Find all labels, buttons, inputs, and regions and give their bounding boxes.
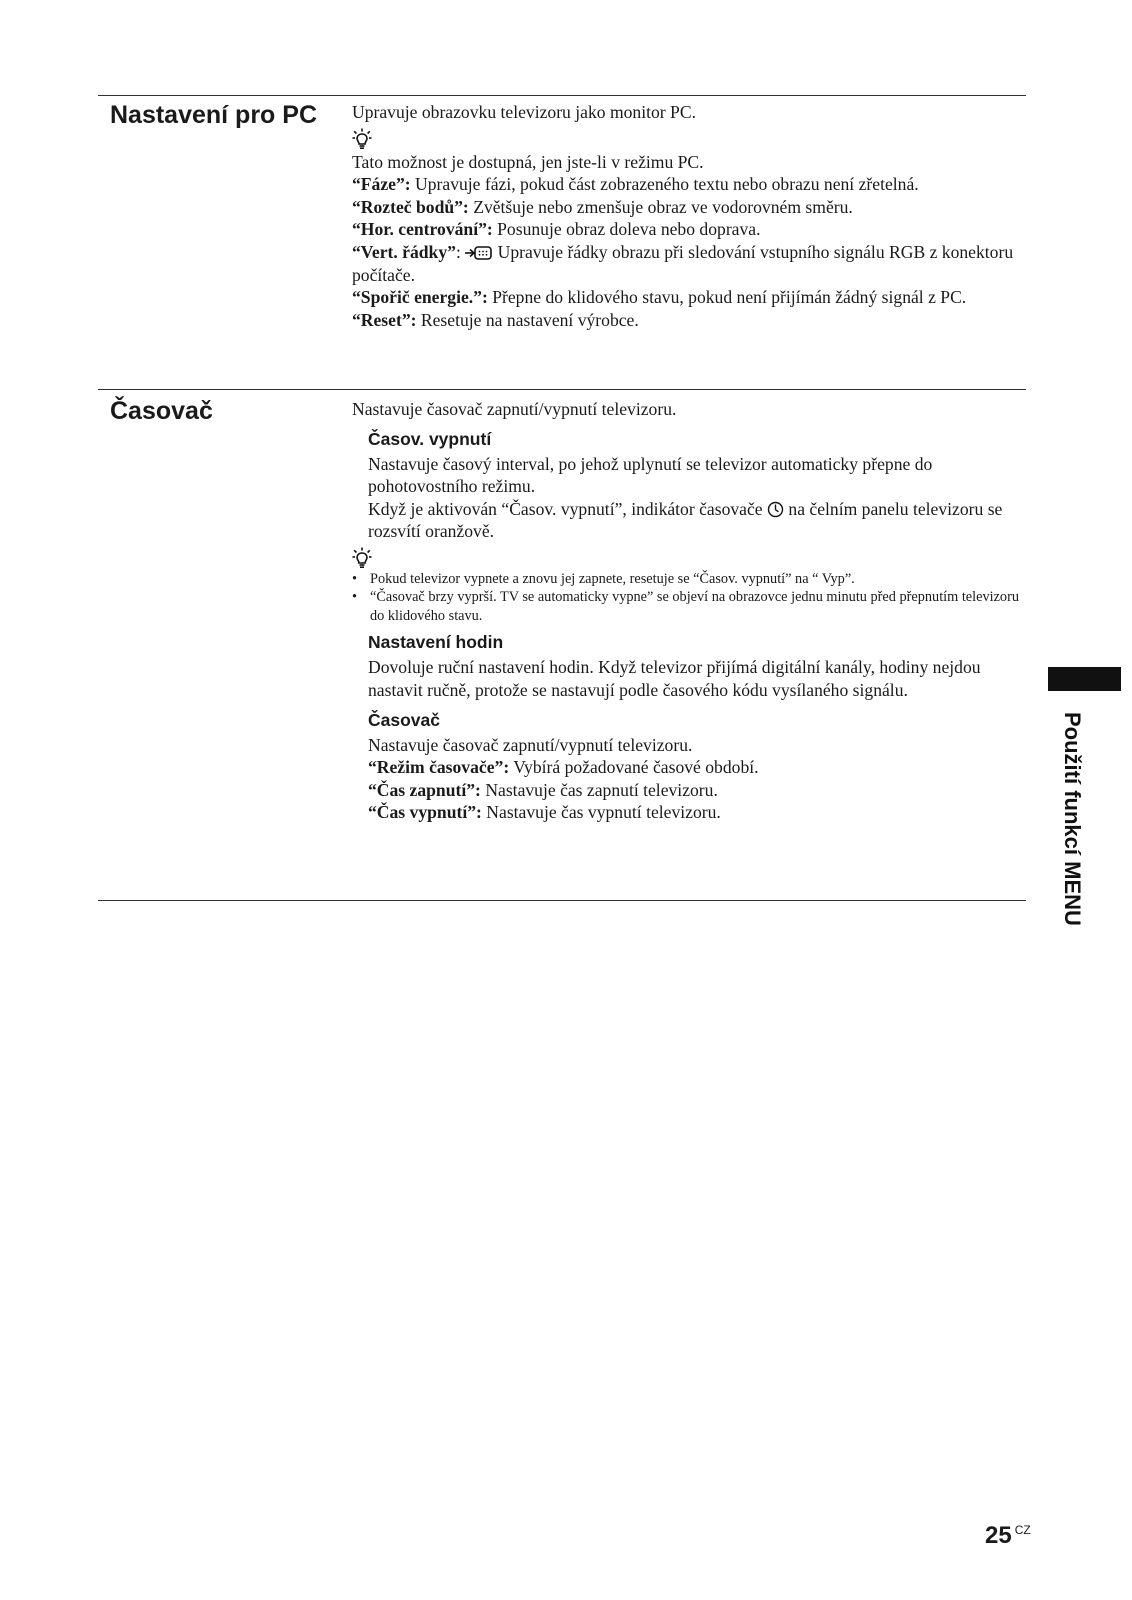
timer-item-off-time [368,801,1028,824]
timer-sub-description: Nastavuje časovač zapnutí/vypnutí televizoru. [368,734,693,755]
top-rule [98,95,1026,96]
pc-item-term: “Reset”: [352,309,417,330]
page-number [985,1522,1031,1550]
chapter-tab-label: Použití funkcí MENU [1060,712,1085,926]
timer-item-text: Vybírá požadované časové období. [509,757,759,778]
list-item: • Pokud televizor vypnete a znovu jej zapnete, resetuje se “Časov. vypnutí” na “ Vyp”. [352,570,1028,589]
sleep-timer-block [368,427,1028,543]
pc-item-text: Upravuje fázi, pokud část zobrazeného textu nebo obrazu není zřetelná. [410,174,919,195]
timer-item-term: “Čas zapnutí”: [368,779,481,800]
pc-item-text: Upravuje řádky obrazu při sledování vstupního signálu RGB z konektoru počítače. [352,241,1014,285]
timer-body [352,398,1028,824]
pc-mode-note: Tato možnost je dostupná, jen jste-li v režimu PC. [352,151,704,172]
timer-item-term: “Režim časovače”: [368,757,510,778]
clock-set-block [368,630,1028,701]
timer-item-on-time [368,779,1028,802]
clock-set-description: Dovoluje ruční nastavení hodin. Když televizor přijímá digitální kanály, hodiny nejdou nastavit ručně, protože se nastavují podle časového kódu vysílaného signálu. [368,657,981,701]
pc-item-h-centre [352,218,1028,241]
page-number-value: 25 [985,1522,1012,1549]
pc-item-power-saving [352,286,1028,309]
pc-item-term: “Spořič energie.”: [352,287,488,308]
pc-item-term: “Hor. centrování”: [352,219,493,240]
timer-indicator-icon [767,501,784,518]
sleep-timer-text-before: Když je aktivován “Časov. vypnutí”, indikátor časovače [368,498,767,519]
lightbulb-hint-icon [352,128,372,150]
sleep-timer-heading: Časov. vypnutí [368,428,492,449]
pc-item-dot-pitch [352,196,1028,219]
pc-item-v-lines: “Vert. řádky”: Upravuje řádky obrazu při sledování vstupního signálu RGB z konektoru počítače. [352,241,1014,285]
page-language-suffix: CZ [1014,1523,1031,1537]
pc-input-icon [465,245,493,261]
pc-item-term: “Rozteč bodů”: [352,196,469,217]
section-divider [98,389,1026,390]
timer-sub-heading: Časovač [368,709,440,730]
section-title-pc-settings: Nastavení pro PC [110,101,318,129]
pc-settings-body [352,101,1028,331]
timer-item-text: Nastavuje čas vypnutí televizoru. [481,802,721,823]
pc-item-text: Resetuje na nastavení výrobce. [416,309,639,330]
sleep-timer-indicator-text [368,498,1028,543]
section-title-timer: Časovač [110,397,213,425]
timer-item-term: “Čas vypnutí”: [368,802,482,823]
lightbulb-hint-icon [352,547,372,569]
timer-item-text: Nastavuje čas zapnutí televizoru. [480,779,718,800]
clock-set-heading: Nastavení hodin [368,632,504,653]
timer-intro: Nastavuje časovač zapnutí/vypnutí televizoru. [352,399,677,419]
chapter-tab-marker [1048,667,1121,691]
pc-item-term: “Fáze”: [352,174,411,195]
sleep-timer-text-after: na čelním panelu televizoru se rozsvítí oranžově. [368,498,1003,542]
pc-item-text: Přepne do klidového stavu, pokud není přijímán žádný signál z PC. [487,287,967,308]
pc-item-text: Zvětšuje nebo zmenšuje obraz ve vodorovném směru. [468,196,853,217]
pc-settings-intro: Upravuje obrazovku televizoru jako monitor PC. [352,102,696,122]
sleep-timer-notes [352,570,1028,626]
pc-item-reset [352,309,1028,332]
sleep-timer-description: Nastavuje časový interval, po jehož uplynutí se televizor automaticky přepne do pohotovostního režimu. [368,453,933,497]
bottom-rule [98,900,1026,901]
timer-sub-block [368,708,1028,824]
pc-item-phase [352,173,1028,196]
list-item: • “Časovač brzy vyprší. TV se automaticky vypne” se objeví na obrazovce jednu minutu před přepnutím televizoru do klidového stavu. [352,588,1028,625]
timer-item-mode [368,756,1028,779]
pc-item-term: “Vert. řádky” [352,241,456,262]
pc-item-text: Posunuje obraz doleva nebo doprava. [492,219,761,240]
